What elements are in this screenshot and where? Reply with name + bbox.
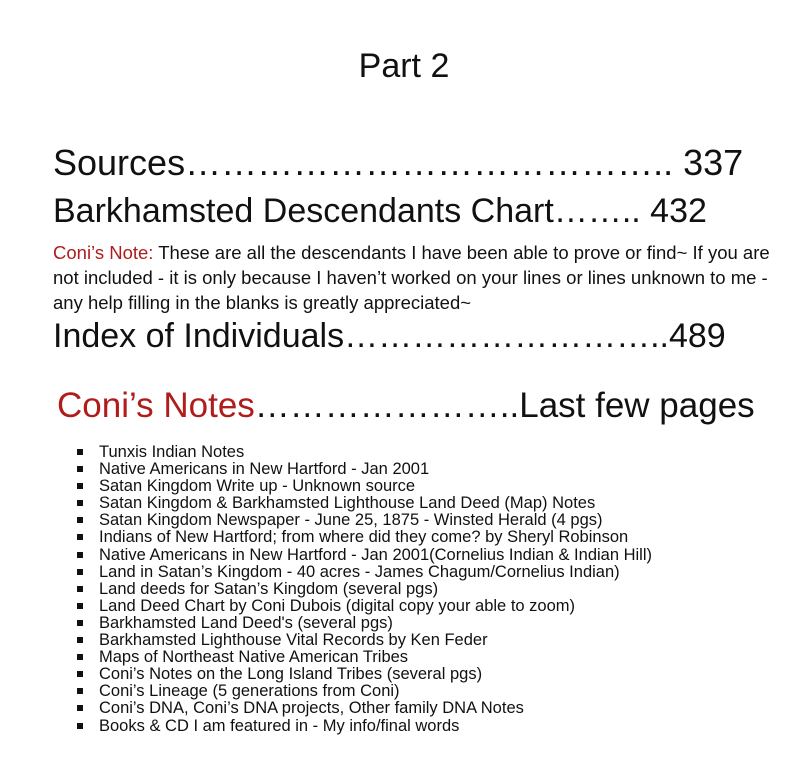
list-item	[77, 529, 652, 546]
bullet-icon	[77, 517, 83, 523]
bullet-icon	[77, 500, 83, 506]
list-item	[77, 718, 652, 735]
toc-entry-index	[53, 316, 726, 356]
list-item	[77, 478, 652, 495]
list-item	[77, 495, 652, 512]
list-item-text: Tunxis Indian Notes	[99, 443, 245, 461]
list-item-text: Coni’s DNA, Coni’s DNA projects, Other family DNA Notes	[99, 699, 524, 718]
toc-chart-page: 432	[640, 192, 707, 230]
toc-sources-title: Sources	[53, 142, 186, 183]
toc-sources-page: 337	[673, 142, 744, 183]
list-item-text: Coni’s Notes on the Long Island Tribes (several pgs)	[99, 665, 483, 684]
bullet-icon	[77, 723, 83, 729]
bullet-icon	[77, 449, 83, 455]
bullet-icon	[77, 569, 83, 575]
list-item-text: Satan Kingdom Write up - Unknown source	[99, 477, 416, 496]
toc-notes-title: Coni’s Notes	[57, 386, 255, 425]
list-item	[77, 461, 652, 478]
bullet-icon	[77, 552, 83, 558]
list-item-text: Land deeds for Satan’s Kingdom (several pgs)	[99, 579, 439, 598]
list-item	[77, 666, 652, 683]
list-item	[77, 649, 652, 666]
list-item	[77, 512, 652, 529]
list-item-text: Native Americans in New Hartford - Jan 2001	[99, 460, 430, 479]
toc-index-page: 489	[668, 317, 726, 355]
coni-note-paragraph	[53, 240, 783, 315]
toc-index-leader: ………………………..	[344, 317, 669, 355]
toc-index-title: Index of Individuals	[53, 317, 345, 355]
conis-notes-list	[77, 444, 652, 735]
list-item	[77, 615, 652, 632]
toc-chart-title: Barkhamsted Descendants Chart	[53, 192, 554, 230]
list-item	[77, 700, 652, 717]
toc-entry-descendants-chart	[53, 191, 707, 231]
list-item-text: Satan Kingdom & Barkhamsted Lighthouse Land Deed (Map) Notes	[99, 494, 596, 513]
list-item-text: Barkhamsted Land Deed's (several pgs)	[99, 613, 393, 632]
list-item-text: Land Deed Chart by Coni Dubois (digital copy your able to zoom)	[99, 596, 576, 615]
toc-sources-leader: …………………………………..	[185, 142, 674, 183]
coni-note-label: Coni’s Note:	[53, 242, 154, 263]
bullet-icon	[77, 688, 83, 694]
bullet-icon	[77, 534, 83, 540]
list-item-text: Coni’s Lineage (5 generations from Coni)	[99, 682, 400, 701]
page-title: Part 2	[358, 47, 450, 85]
toc-entry-sources	[53, 142, 743, 184]
list-item	[77, 564, 652, 581]
coni-note-text: These are all the descendants I have been able to prove or find~ If you are not included - it is only because I haven’t worked on your lines or lines unknown to me - any help filling in the blanks is greatly appreciated~	[53, 242, 770, 313]
list-item	[77, 632, 652, 649]
list-item-text: Maps of Northeast Native American Tribes	[99, 648, 409, 667]
bullet-icon	[77, 603, 83, 609]
bullet-icon	[77, 705, 83, 711]
list-item	[77, 547, 652, 564]
list-item	[77, 598, 652, 615]
toc-notes-page: Last few pages	[519, 386, 755, 425]
list-item-text: Indians of New Hartford; from where did they come? by Sheryl Robinson	[99, 528, 629, 547]
list-item-text: Satan Kingdom Newspaper - June 25, 1875 - Winsted Herald (4 pgs)	[99, 511, 603, 530]
toc-notes-leader: …………………..	[254, 386, 520, 425]
list-item-text: Land in Satan’s Kingdom - 40 acres - James Chagum/Cornelius Indian)	[99, 562, 620, 581]
list-item	[77, 683, 652, 700]
list-item-text: Barkhamsted Lighthouse Vital Records by Ken Feder	[99, 631, 488, 650]
bullet-icon	[77, 466, 83, 472]
list-item	[77, 444, 652, 461]
bullet-icon	[77, 637, 83, 643]
bullet-icon	[77, 654, 83, 660]
toc-entry-conis-notes	[57, 386, 755, 426]
bullet-icon	[77, 671, 83, 677]
bullet-icon	[77, 483, 83, 489]
bullet-icon	[77, 620, 83, 626]
list-item	[77, 581, 652, 598]
list-item-text: Native Americans in New Hartford - Jan 2001(Cornelius Indian & Indian Hill)	[99, 545, 652, 564]
toc-chart-leader: ……..	[553, 192, 641, 230]
list-item-text: Books & CD I am featured in - My info/final words	[99, 716, 460, 735]
bullet-icon	[77, 586, 83, 592]
